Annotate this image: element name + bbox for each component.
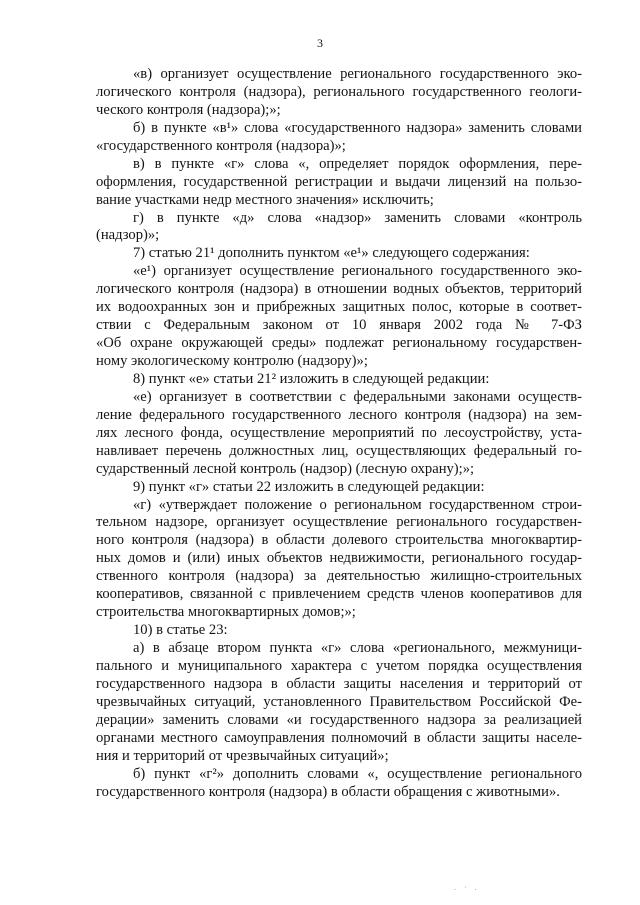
text-line: б) пункт «г²» дополнить словами «, осуществление регионального bbox=[133, 765, 582, 782]
text-line: чрезвычайных ситуаций, установленного Правительством Российской Фе- bbox=[96, 693, 582, 710]
text-line: «в) организует осуществление регионального государственного эко- bbox=[133, 66, 582, 82]
text-line: ного контроля (надзора) в области долевого строительства многоквартир- bbox=[96, 532, 582, 549]
text-line: 10) в статье 23: bbox=[133, 622, 228, 639]
text-line: навливает перечень должностных лиц, осуществляющих федеральный го- bbox=[96, 442, 582, 459]
text-line: ных домов и (или) иных объектов недвижимости, регионального государ- bbox=[96, 550, 582, 567]
text-line: сударственный лесной контроль (надзор) (лесную охрану);»; bbox=[96, 460, 475, 477]
text-line: логического контроля (надзора) в отношении водных объектов, территорий bbox=[96, 281, 582, 298]
text-line: государственного контроля (надзора) в области обращения с животными». bbox=[96, 783, 560, 800]
text-line: строительства многоквартирных домов;»; bbox=[96, 604, 356, 621]
text-line: г) в пункте «д» слова «надзор» заменить словами «контроль bbox=[133, 209, 582, 226]
text-line: логического контроля (надзора), регионального государственного геологи- bbox=[96, 83, 582, 100]
text-line: «Об охране окружающей среды» подлежат региональному государствен- bbox=[96, 335, 582, 352]
text-line: «г) «утверждает положение о региональном государственном строи- bbox=[133, 496, 582, 513]
text-line: в) в пункте «г» слова «, определяет порядок оформления, пере- bbox=[133, 155, 582, 172]
text-line: 9) пункт «г» статьи 22 изложить в следующей редакции: bbox=[133, 478, 485, 495]
page-number: 3 bbox=[317, 36, 323, 50]
scan-artifact: . · . bbox=[454, 883, 480, 892]
text-line: тельном надзоре, организует осуществление регионального государствен- bbox=[96, 514, 582, 531]
text-line: ческого контроля (надзора);»; bbox=[96, 101, 281, 118]
text-line: 8) пункт «е» статьи 21² изложить в следующей редакции: bbox=[133, 370, 490, 387]
text-line: б) в пункте «в¹» слова «государственного надзора» заменить словами bbox=[133, 119, 582, 136]
text-line: дерации» заменить словами «и государственного надзора за реализацией bbox=[96, 711, 582, 728]
text-line: лях лесного фонда, осуществление мероприятий по лесоустройству, уста- bbox=[96, 424, 582, 441]
text-line: их водоохранных зон и прибрежных защитных полос, которые в соответ- bbox=[96, 299, 582, 316]
text-line: (надзор)»; bbox=[96, 227, 160, 244]
text-line: государственного надзора в области защиты населения и территорий от bbox=[96, 675, 582, 692]
text-line: пального и муниципального характера с учетом порядка осуществления bbox=[96, 657, 582, 674]
text-line: «государственного контроля (надзора)»; bbox=[96, 137, 346, 154]
text-line: органами местного самоуправления полномочий в области защиты населе- bbox=[96, 729, 582, 746]
text-line: «е¹) организует осуществление регионального государственного эко- bbox=[133, 263, 582, 280]
text-line: ственного контроля (надзора) за деятельностью жилищно-строительных bbox=[96, 568, 582, 585]
text-line: оформления, государственной регистрации и выдачи лицензий на пользо- bbox=[96, 173, 582, 190]
text-line: ния и территорий от чрезвычайных ситуаций»; bbox=[96, 747, 389, 764]
text-line: а) в абзаце втором пункта «г» слова «регионального, межмуници- bbox=[133, 640, 582, 656]
text-line: 7) статью 21¹ дополнить пунктом «е¹» следующего содержания: bbox=[133, 245, 530, 262]
text-line: вание участками недр местного значения» исключить; bbox=[96, 191, 434, 208]
document-body bbox=[96, 66, 582, 801]
text-line: ление федерального государственного лесного контроля (надзора) на зем- bbox=[96, 406, 582, 423]
text-line: ствии с Федеральным законом от 10 января 2002 года № 7-ФЗ bbox=[96, 317, 582, 334]
text-line: кооперативов, связанной с привлечением средств членов кооперативов для bbox=[96, 586, 582, 603]
text-line: ному экологическому контролю (надзору)»; bbox=[96, 353, 368, 369]
text-line: «е) организует в соответствии с федеральными законами осуществ- bbox=[133, 388, 582, 405]
